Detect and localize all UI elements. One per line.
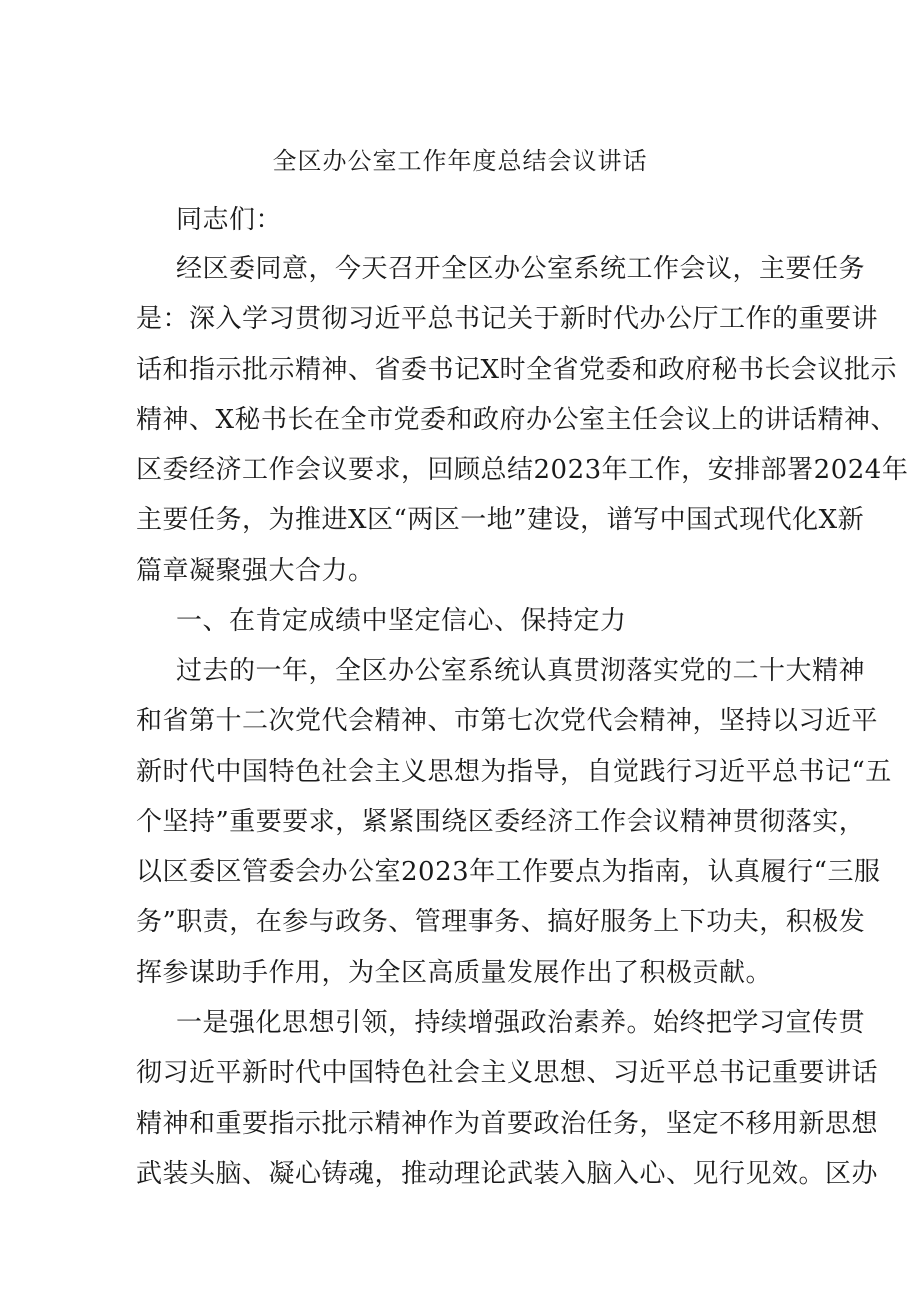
paragraph-line: 一是强化思想引领，持续增强政治素养。始终把学习宣传贯	[176, 1008, 866, 1038]
paragraph-line: 个坚持”重要要求，紧紧围绕区委经济工作会议精神贯彻落实，	[136, 807, 866, 837]
paragraph-line: 话和指示批示精神、省委书记X时全省党委和政府秘书长会议批示	[136, 355, 898, 385]
paragraph-line: 新时代中国特色社会主义思想为指导，自觉践行习近平总书记“五	[136, 757, 892, 787]
salutation: 同志们：	[176, 205, 283, 235]
paragraph-line: 武装头脑、凝心铸魂，推动理论武装入脑入心、见行见效。区办	[136, 1159, 879, 1189]
paragraph-line: 和省第十二次党代会精神、市第七次党代会精神，坚持以习近平	[136, 706, 879, 736]
section-heading: 一、在肯定成绩中坚定信心、保持定力	[176, 606, 627, 636]
paragraph-line: 务”职责，在参与政务、管理事务、搞好服务上下功夫，积极发	[136, 907, 866, 937]
paragraph-line: 彻习近平新时代中国特色社会主义思想、习近平总书记重要讲话	[136, 1058, 879, 1088]
paragraph-line: 过去的一年，全区办公室系统认真贯沏落实党的二十大精神	[176, 656, 866, 686]
paragraph-line: 是：深入学习贯彻习近平总书记关于新时代办公厅工作的重要讲	[136, 304, 879, 334]
paragraph-line: 篇章凝聚强大合力。	[136, 556, 375, 586]
paragraph-line: 以区委区管委会办公室2023年工作要点为指南，认真履行“三服	[136, 857, 881, 887]
document-title: 全区办公室工作年度总结会议讲话	[272, 147, 648, 175]
paragraph-line: 经区委同意，今天召开全区办公室系统工作会议，主要任务	[176, 254, 866, 284]
paragraph-line: 精神和重要指示批示精神作为首要政治任务，坚定不移用新思想	[136, 1109, 879, 1139]
paragraph-line: 区委经济工作会议要求，回顾总结2023年工作，安排部署2024年	[136, 455, 909, 485]
paragraph-line: 主要任务，为推进X区“两区一地”建设，谱写中国式现代化X新	[136, 505, 865, 535]
paragraph-line: 精神、X秘书长在全市党委和政府办公室主任会议上的讲话精神、	[136, 405, 898, 435]
paragraph-line: 挥参谋助手作用，为全区高质量发展作出了积极贡献。	[136, 958, 773, 988]
